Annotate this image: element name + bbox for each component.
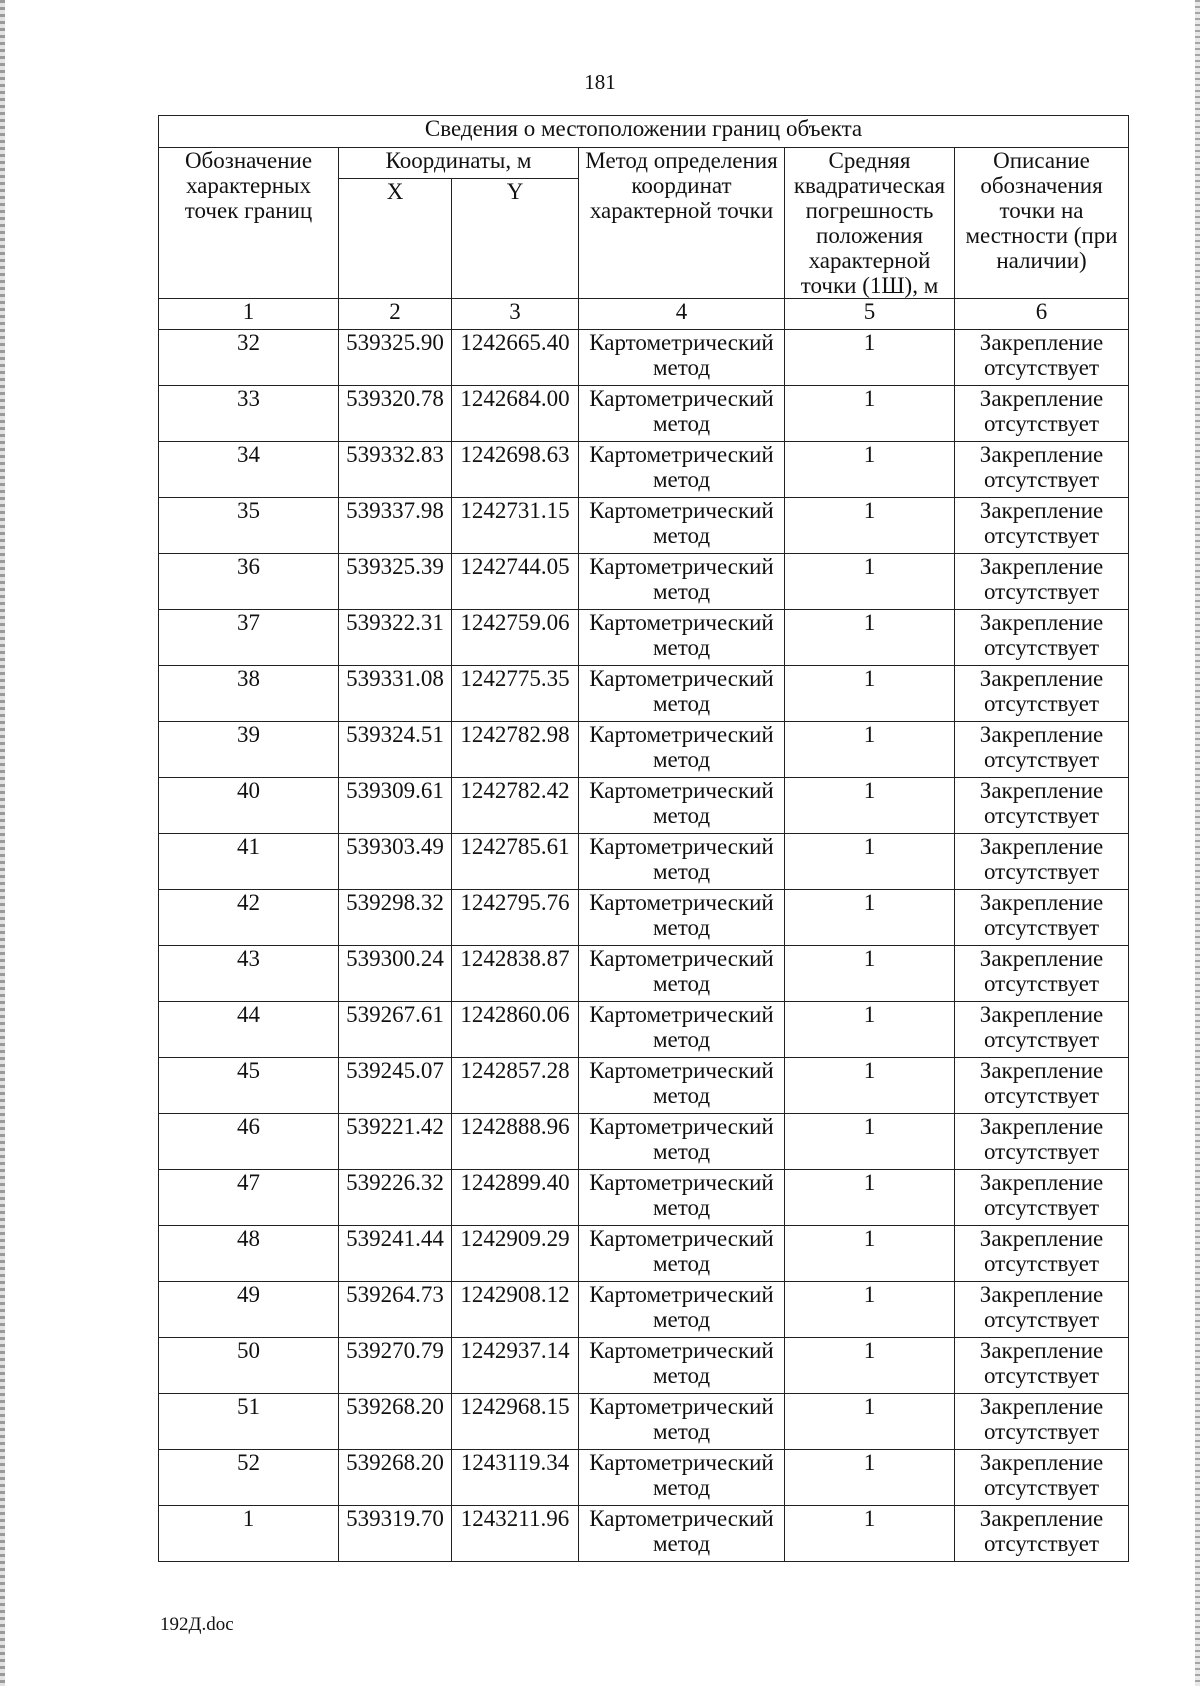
cell-error: 1 bbox=[785, 946, 955, 1002]
cell-x: 539270.79 bbox=[339, 1338, 452, 1394]
cell-y: 1242782.42 bbox=[452, 778, 579, 834]
cell-error: 1 bbox=[785, 1282, 955, 1338]
cell-error: 1 bbox=[785, 1338, 955, 1394]
cell-description: Закрепление отсутствует bbox=[955, 554, 1129, 610]
header-point: Обозначение характерных точек границ bbox=[159, 148, 339, 299]
column-number-row bbox=[159, 299, 1129, 330]
cell-method: Картометрический метод bbox=[579, 1170, 785, 1226]
cell-point: 40 bbox=[159, 778, 339, 834]
cell-method: Картометрический метод bbox=[579, 554, 785, 610]
boundary-points-table bbox=[158, 115, 1129, 1562]
cell-description: Закрепление отсутствует bbox=[955, 890, 1129, 946]
column-number: 5 bbox=[785, 299, 955, 330]
cell-point: 45 bbox=[159, 1058, 339, 1114]
cell-error: 1 bbox=[785, 1114, 955, 1170]
table-row bbox=[159, 1338, 1129, 1394]
cell-method: Картометрический метод bbox=[579, 1506, 785, 1562]
cell-error: 1 bbox=[785, 330, 955, 386]
cell-x: 539309.61 bbox=[339, 778, 452, 834]
cell-y: 1242785.61 bbox=[452, 834, 579, 890]
cell-description: Закрепление отсутствует bbox=[955, 722, 1129, 778]
column-number: 3 bbox=[452, 299, 579, 330]
cell-point: 49 bbox=[159, 1282, 339, 1338]
cell-error: 1 bbox=[785, 498, 955, 554]
cell-point: 35 bbox=[159, 498, 339, 554]
cell-x: 539325.39 bbox=[339, 554, 452, 610]
cell-method: Картометрический метод bbox=[579, 442, 785, 498]
cell-error: 1 bbox=[785, 1002, 955, 1058]
cell-error: 1 bbox=[785, 1226, 955, 1282]
cell-y: 1242968.15 bbox=[452, 1394, 579, 1450]
cell-x: 539264.73 bbox=[339, 1282, 452, 1338]
cell-error: 1 bbox=[785, 1506, 955, 1562]
cell-point: 39 bbox=[159, 722, 339, 778]
cell-y: 1242908.12 bbox=[452, 1282, 579, 1338]
cell-error: 1 bbox=[785, 386, 955, 442]
cell-y: 1242775.35 bbox=[452, 666, 579, 722]
cell-description: Закрепление отсутствует bbox=[955, 1226, 1129, 1282]
cell-error: 1 bbox=[785, 610, 955, 666]
cell-y: 1242899.40 bbox=[452, 1170, 579, 1226]
cell-point: 48 bbox=[159, 1226, 339, 1282]
cell-y: 1242838.87 bbox=[452, 946, 579, 1002]
table-row bbox=[159, 610, 1129, 666]
header-method: Метод определения координат характерной точки bbox=[579, 148, 785, 299]
column-number: 2 bbox=[339, 299, 452, 330]
table-row bbox=[159, 1002, 1129, 1058]
cell-y: 1242759.06 bbox=[452, 610, 579, 666]
cell-x: 539298.32 bbox=[339, 890, 452, 946]
column-number: 6 bbox=[955, 299, 1129, 330]
cell-x: 539241.44 bbox=[339, 1226, 452, 1282]
table-row bbox=[159, 722, 1129, 778]
cell-description: Закрепление отсутствует bbox=[955, 1450, 1129, 1506]
table-caption: Сведения о местоположении границ объекта bbox=[159, 116, 1129, 148]
cell-x: 539221.42 bbox=[339, 1114, 452, 1170]
cell-method: Картометрический метод bbox=[579, 722, 785, 778]
cell-method: Картометрический метод bbox=[579, 834, 785, 890]
cell-method: Картометрический метод bbox=[579, 1338, 785, 1394]
cell-point: 36 bbox=[159, 554, 339, 610]
table-body bbox=[159, 330, 1129, 1562]
cell-x: 539268.20 bbox=[339, 1394, 452, 1450]
cell-y: 1243119.34 bbox=[452, 1450, 579, 1506]
cell-y: 1242684.00 bbox=[452, 386, 579, 442]
cell-method: Картометрический метод bbox=[579, 778, 785, 834]
cell-description: Закрепление отсутствует bbox=[955, 1002, 1129, 1058]
cell-error: 1 bbox=[785, 554, 955, 610]
cell-y: 1242857.28 bbox=[452, 1058, 579, 1114]
cell-description: Закрепление отсутствует bbox=[955, 442, 1129, 498]
cell-error: 1 bbox=[785, 442, 955, 498]
column-number: 1 bbox=[159, 299, 339, 330]
cell-point: 52 bbox=[159, 1450, 339, 1506]
cell-point: 38 bbox=[159, 666, 339, 722]
cell-description: Закрепление отсутствует bbox=[955, 946, 1129, 1002]
cell-point: 46 bbox=[159, 1114, 339, 1170]
cell-x: 539303.49 bbox=[339, 834, 452, 890]
cell-error: 1 bbox=[785, 778, 955, 834]
cell-point: 47 bbox=[159, 1170, 339, 1226]
header-description: Описание обозначения точки на местности (при наличии) bbox=[955, 148, 1129, 299]
document-filename: 192Д.doc bbox=[160, 1614, 234, 1635]
table-row bbox=[159, 1394, 1129, 1450]
scan-edge-right bbox=[1195, 0, 1200, 1686]
header-x: X bbox=[339, 179, 452, 299]
cell-description: Закрепление отсутствует bbox=[955, 1338, 1129, 1394]
table-row bbox=[159, 778, 1129, 834]
cell-error: 1 bbox=[785, 1394, 955, 1450]
cell-x: 539324.51 bbox=[339, 722, 452, 778]
cell-point: 33 bbox=[159, 386, 339, 442]
cell-y: 1242731.15 bbox=[452, 498, 579, 554]
table-row bbox=[159, 498, 1129, 554]
cell-description: Закрепление отсутствует bbox=[955, 386, 1129, 442]
cell-method: Картометрический метод bbox=[579, 330, 785, 386]
cell-method: Картометрический метод bbox=[579, 666, 785, 722]
cell-x: 539268.20 bbox=[339, 1450, 452, 1506]
cell-error: 1 bbox=[785, 722, 955, 778]
table-row bbox=[159, 890, 1129, 946]
cell-description: Закрепление отсутствует bbox=[955, 666, 1129, 722]
cell-x: 539320.78 bbox=[339, 386, 452, 442]
cell-error: 1 bbox=[785, 1170, 955, 1226]
cell-method: Картометрический метод bbox=[579, 1002, 785, 1058]
cell-description: Закрепление отсутствует bbox=[955, 1282, 1129, 1338]
cell-method: Картометрический метод bbox=[579, 498, 785, 554]
table-row bbox=[159, 386, 1129, 442]
cell-x: 539245.07 bbox=[339, 1058, 452, 1114]
cell-error: 1 bbox=[785, 1450, 955, 1506]
cell-y: 1242665.40 bbox=[452, 330, 579, 386]
cell-x: 539300.24 bbox=[339, 946, 452, 1002]
header-error: Средняя квадратическая погрешность положения характерной точки (1Ш), м bbox=[785, 148, 955, 299]
cell-description: Закрепление отсутствует bbox=[955, 1394, 1129, 1450]
cell-y: 1242782.98 bbox=[452, 722, 579, 778]
cell-point: 43 bbox=[159, 946, 339, 1002]
cell-point: 42 bbox=[159, 890, 339, 946]
cell-y: 1242888.96 bbox=[452, 1114, 579, 1170]
cell-point: 44 bbox=[159, 1002, 339, 1058]
table-row bbox=[159, 834, 1129, 890]
cell-method: Картометрический метод bbox=[579, 946, 785, 1002]
cell-description: Закрепление отсутствует bbox=[955, 330, 1129, 386]
header-coordinates: Координаты, м bbox=[339, 148, 579, 179]
cell-point: 32 bbox=[159, 330, 339, 386]
cell-point: 37 bbox=[159, 610, 339, 666]
table-row bbox=[159, 1226, 1129, 1282]
cell-y: 1242698.63 bbox=[452, 442, 579, 498]
cell-x: 539267.61 bbox=[339, 1002, 452, 1058]
cell-x: 539226.32 bbox=[339, 1170, 452, 1226]
cell-x: 539322.31 bbox=[339, 610, 452, 666]
cell-description: Закрепление отсутствует bbox=[955, 1506, 1129, 1562]
cell-method: Картометрический метод bbox=[579, 1114, 785, 1170]
cell-description: Закрепление отсутствует bbox=[955, 498, 1129, 554]
cell-description: Закрепление отсутствует bbox=[955, 1114, 1129, 1170]
cell-method: Картометрический метод bbox=[579, 386, 785, 442]
cell-description: Закрепление отсутствует bbox=[955, 610, 1129, 666]
cell-error: 1 bbox=[785, 834, 955, 890]
cell-x: 539337.98 bbox=[339, 498, 452, 554]
cell-error: 1 bbox=[785, 1058, 955, 1114]
table-row bbox=[159, 330, 1129, 386]
cell-method: Картометрический метод bbox=[579, 890, 785, 946]
cell-y: 1242795.76 bbox=[452, 890, 579, 946]
cell-y: 1242744.05 bbox=[452, 554, 579, 610]
cell-method: Картометрический метод bbox=[579, 1450, 785, 1506]
page-number: 181 bbox=[584, 70, 616, 94]
cell-x: 539331.08 bbox=[339, 666, 452, 722]
cell-point: 41 bbox=[159, 834, 339, 890]
cell-point: 1 bbox=[159, 1506, 339, 1562]
column-number: 4 bbox=[579, 299, 785, 330]
scan-edge-left bbox=[0, 0, 5, 1686]
cell-x: 539325.90 bbox=[339, 330, 452, 386]
table-row bbox=[159, 666, 1129, 722]
table-row bbox=[159, 1058, 1129, 1114]
table-row bbox=[159, 946, 1129, 1002]
cell-method: Картометрический метод bbox=[579, 1226, 785, 1282]
cell-description: Закрепление отсутствует bbox=[955, 834, 1129, 890]
cell-y: 1242937.14 bbox=[452, 1338, 579, 1394]
cell-method: Картометрический метод bbox=[579, 1058, 785, 1114]
cell-point: 51 bbox=[159, 1394, 339, 1450]
table-row bbox=[159, 1282, 1129, 1338]
cell-description: Закрепление отсутствует bbox=[955, 1058, 1129, 1114]
cell-method: Картометрический метод bbox=[579, 1282, 785, 1338]
table-row bbox=[159, 1506, 1129, 1562]
cell-point: 34 bbox=[159, 442, 339, 498]
cell-point: 50 bbox=[159, 1338, 339, 1394]
cell-y: 1242860.06 bbox=[452, 1002, 579, 1058]
cell-y: 1243211.96 bbox=[452, 1506, 579, 1562]
cell-error: 1 bbox=[785, 666, 955, 722]
header-y: Y bbox=[452, 179, 579, 299]
table-row bbox=[159, 1170, 1129, 1226]
cell-error: 1 bbox=[785, 890, 955, 946]
table-row bbox=[159, 1114, 1129, 1170]
cell-x: 539319.70 bbox=[339, 1506, 452, 1562]
cell-description: Закрепление отсутствует bbox=[955, 1170, 1129, 1226]
table-row bbox=[159, 554, 1129, 610]
cell-description: Закрепление отсутствует bbox=[955, 778, 1129, 834]
cell-method: Картометрический метод bbox=[579, 1394, 785, 1450]
cell-method: Картометрический метод bbox=[579, 610, 785, 666]
cell-y: 1242909.29 bbox=[452, 1226, 579, 1282]
cell-x: 539332.83 bbox=[339, 442, 452, 498]
table-row bbox=[159, 1450, 1129, 1506]
table-row bbox=[159, 442, 1129, 498]
